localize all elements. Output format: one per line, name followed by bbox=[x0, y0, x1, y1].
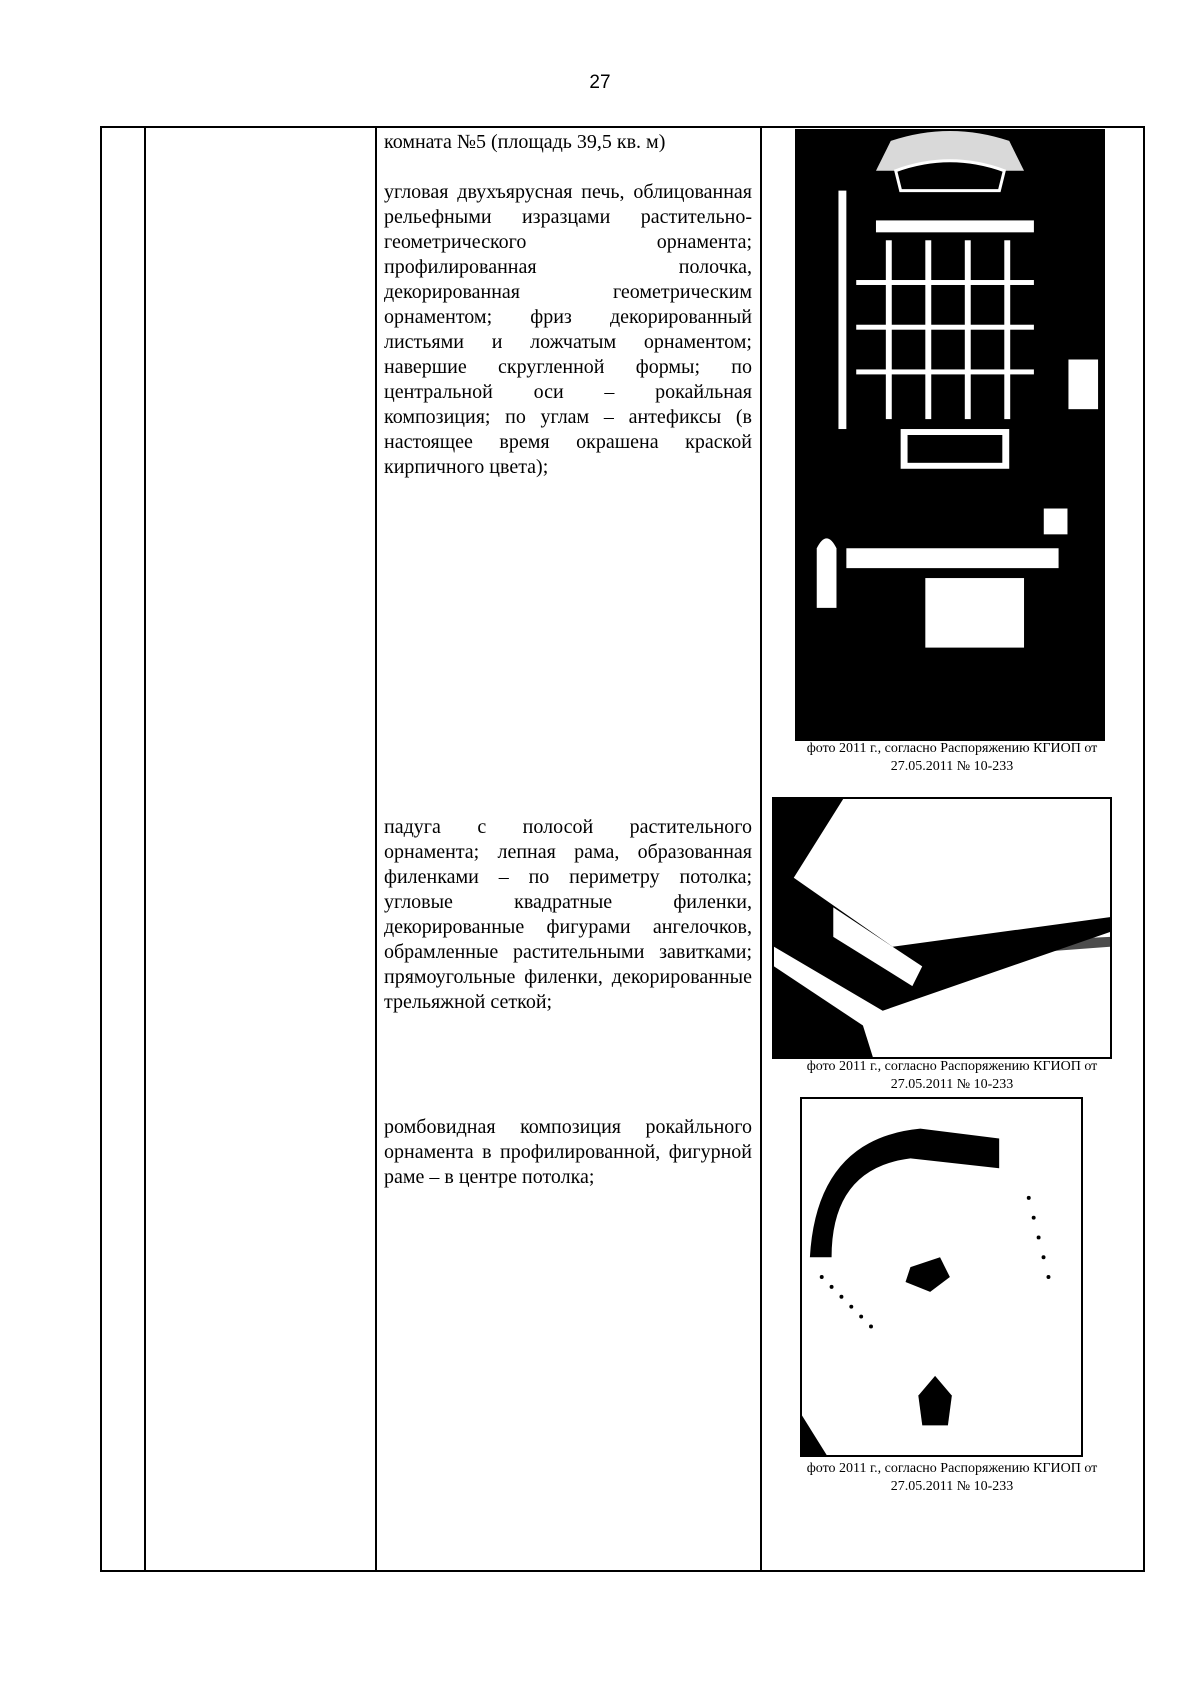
room-description bbox=[384, 130, 752, 480]
caption-line: фото 2011 г., согласно Распоряжению КГИОП от bbox=[806, 741, 1098, 756]
column-divider-2 bbox=[375, 128, 377, 1570]
rosette-photo bbox=[800, 1097, 1083, 1457]
stove-description: угловая двухъярусная печь, облицованная рельефными изразцами растительно-геометрического орнамента; профилированная полочка, декорированная геометрическим орнаментом; фриз декорированный листьями и ложчатым орнаментом; навершие скругленной формы; по центральной оси – рокайльная композиция; по углам – антефиксы (в настоящее время окрашена краской кирпичного цвета); bbox=[384, 181, 752, 478]
cornice-image bbox=[774, 799, 1110, 1057]
stove-photo-caption bbox=[762, 740, 1142, 776]
stove-photo bbox=[795, 129, 1105, 741]
caption-line: фото 2011 г., согласно Распоряжению КГИОП от bbox=[806, 1461, 1098, 1476]
stove-image bbox=[797, 131, 1103, 739]
page-number: 27 bbox=[589, 72, 611, 93]
caption-line: 27.05.2011 № 10-233 bbox=[890, 759, 1014, 774]
column-divider-3 bbox=[760, 128, 762, 1570]
rosette-description: ромбовидная композиция рокайльного орнамента в профилированной, фигурной раме – в центре потолка; bbox=[384, 1116, 752, 1188]
cornice-photo bbox=[772, 797, 1112, 1059]
caption-line: 27.05.2011 № 10-233 bbox=[890, 1077, 1014, 1092]
caption-line: 27.05.2011 № 10-233 bbox=[890, 1479, 1014, 1494]
rosette-description-block bbox=[384, 1115, 752, 1190]
rosette-photo-caption bbox=[762, 1460, 1142, 1496]
caption-line: фото 2011 г., согласно Распоряжению КГИОП от bbox=[806, 1059, 1098, 1074]
rosette-image bbox=[802, 1099, 1081, 1455]
cornice-description: падуга с полосой растительного орнамента; лепная рама, образованная филенками – по периметру потолка; угловые квадратные филенки, декорированные фигурами ангелочков, обрамленные растительными завитками; прямоугольные филенки, декорированные трельяжной сеткой; bbox=[384, 816, 752, 1013]
room-title: комната №5 (площадь 39,5 кв. м) bbox=[384, 131, 666, 153]
cornice-photo-caption bbox=[762, 1058, 1142, 1094]
column-divider-1 bbox=[144, 128, 146, 1570]
cornice-description-block bbox=[384, 815, 752, 1015]
